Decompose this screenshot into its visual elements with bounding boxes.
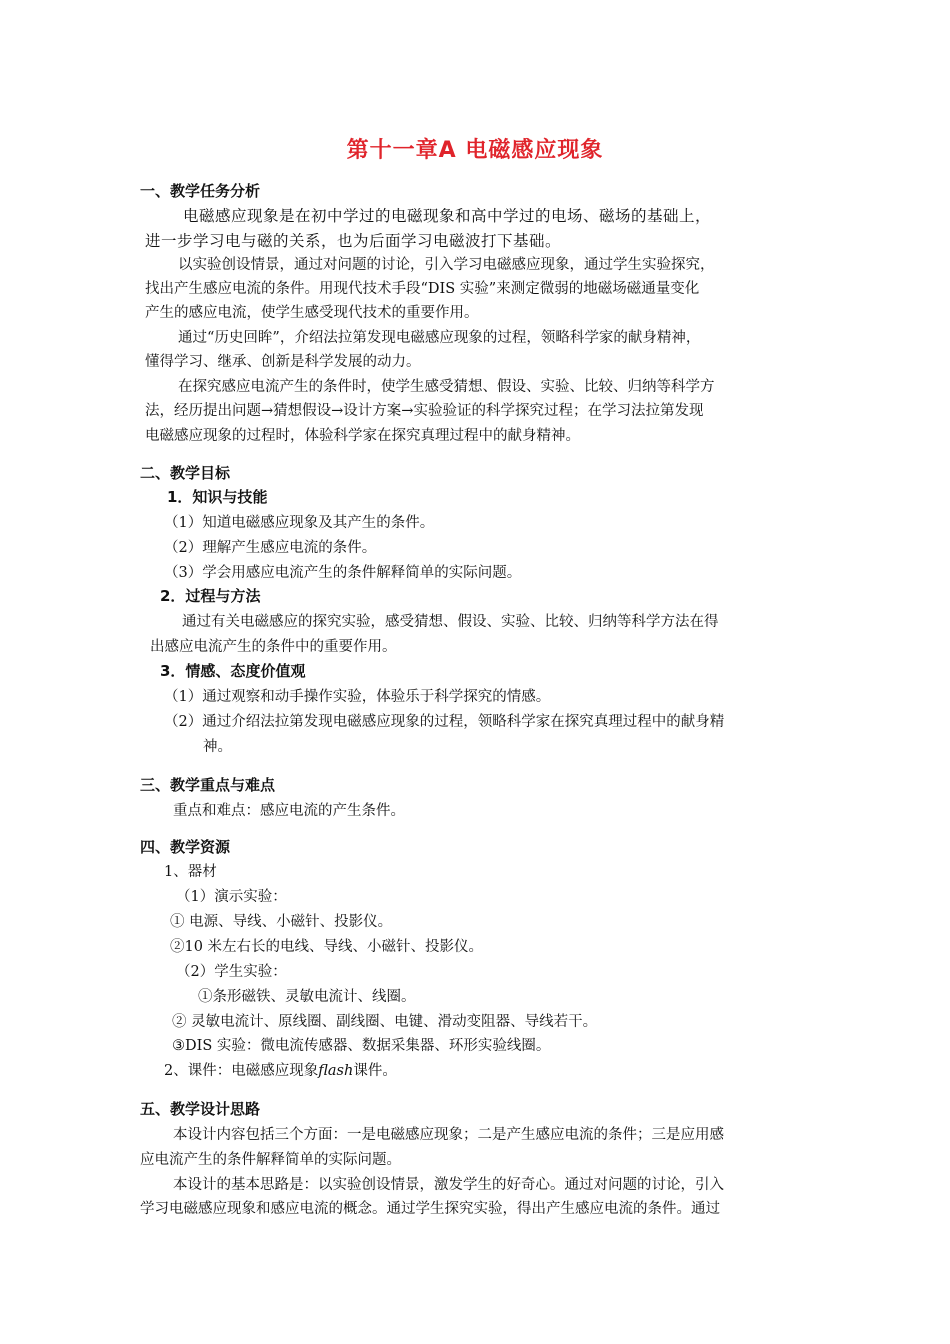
list-item: ① 电源、导线、小磁针、投影仪。 bbox=[170, 914, 393, 930]
paragraph-line: 重点和难点：感应电流的产生条件。 bbox=[173, 803, 405, 819]
paragraph-line: 懂得学习、继承、创新是科学发展的动力。 bbox=[145, 354, 421, 370]
list-item: ③DIS 实验：微电流传感器、数据采集器、环形实验线圈。 bbox=[172, 1038, 551, 1054]
paragraph-line: 进一步学习电与磁的关系，也为后面学习电磁波打下基础。 bbox=[145, 232, 562, 250]
section-heading-objectives: 二、教学目标 bbox=[140, 464, 231, 482]
list-item: （2）理解产生感应电流的条件。 bbox=[164, 540, 377, 556]
list-item: ①条形磁铁、灵敏电流计、线圈。 bbox=[198, 989, 416, 1005]
list-item: ②10 米左右长的电线、导线、小磁针、投影仪。 bbox=[170, 939, 484, 955]
paragraph-line: 本设计内容包括三个方面：一是电磁感应现象；二是产生感应电流的条件；三是应用感 bbox=[173, 1127, 724, 1143]
paragraph-line: 电磁感应现象的过程时，体验科学家在探究真理过程中的献身精神。 bbox=[145, 428, 580, 444]
paragraph-line: 以实验创设情景，通过对问题的讨论，引入学习电磁感应现象，通过学生实验探究， bbox=[178, 257, 715, 273]
subheading-process-method: 2．过程与方法 bbox=[160, 587, 261, 605]
subheading-attitude-values: 3．情感、态度价值观 bbox=[160, 662, 306, 680]
list-label-demo: （1）演示实验： bbox=[176, 889, 287, 905]
list-item: ② 灵敏电流计、原线圈、副线圈、电键、滑动变阻器、导线若干。 bbox=[172, 1014, 598, 1030]
paragraph-line: 出感应电流产生的条件中的重要作用。 bbox=[150, 639, 397, 655]
section-heading-key-points: 三、教学重点与难点 bbox=[140, 776, 276, 794]
courseware-format: flash bbox=[318, 1063, 354, 1079]
paragraph-line: 学习电磁感应现象和感应电流的概念。通过学生探究实验，得出产生感应电流的条件。通过 bbox=[140, 1201, 720, 1217]
subheading-equipment: 1、器材 bbox=[164, 864, 217, 880]
paragraph-line: 找出产生感应电流的条件。用现代技术手段“DIS 实验”来测定微弱的地磁场磁通量变化 bbox=[145, 281, 700, 297]
list-item: （3）学会用感应电流产生的条件解释简单的实际问题。 bbox=[164, 565, 522, 581]
list-item: （2）通过介绍法拉第发现电磁感应现象的过程，领略科学家在探究真理过程中的献身精 bbox=[164, 714, 725, 730]
paragraph-line: 产生的感应电流，使学生感受现代技术的重要作用。 bbox=[145, 305, 479, 321]
subheading-knowledge-skills: 1．知识与技能 bbox=[167, 488, 268, 506]
courseware-suffix: 课件。 bbox=[353, 1063, 397, 1079]
section-heading-resources: 四、教学资源 bbox=[140, 838, 231, 856]
courseware-text: 2、课件：电磁感应现象 bbox=[164, 1063, 319, 1079]
paragraph-line: 通过“历史回眸”，介绍法拉第发现电磁感应现象的过程，领略科学家的献身精神， bbox=[178, 330, 701, 346]
paragraph-line: 本设计的基本思路是：以实验创设情景，激发学生的好奇心。通过对问题的讨论，引入 bbox=[173, 1177, 724, 1193]
page-title: 第十一章A 电磁感应现象 bbox=[346, 138, 604, 163]
list-item: （1）知道电磁感应现象及其产生的条件。 bbox=[164, 515, 435, 531]
paragraph-line: 电磁感应现象是在初中学过的电磁现象和高中学过的电场、磁场的基础上， bbox=[183, 207, 712, 225]
list-item-continuation: 神。 bbox=[203, 739, 232, 755]
list-item: （1）通过观察和动手操作实验，体验乐于科学探究的情感。 bbox=[164, 689, 551, 705]
list-label-student: （2）学生实验： bbox=[176, 964, 287, 980]
paragraph-line: 通过有关电磁感应的探究实验，感受猜想、假设、实验、比较、归纳等科学方法在得 bbox=[182, 614, 719, 630]
paragraph-line: 法，经历提出问题→猜想假设→设计方案→实验验证的科学探究过程；在学习法拉第发现 bbox=[145, 403, 704, 419]
paragraph-line: 应电流产生的条件解释简单的实际问题。 bbox=[140, 1152, 401, 1168]
section-heading-design: 五、教学设计思路 bbox=[140, 1100, 261, 1118]
list-item-courseware bbox=[164, 1059, 397, 1080]
paragraph-line: 在探究感应电流产生的条件时，使学生感受猜想、假设、实验、比较、归纳等科学方 bbox=[178, 379, 715, 395]
section-heading-task-analysis: 一、教学任务分析 bbox=[140, 182, 261, 200]
